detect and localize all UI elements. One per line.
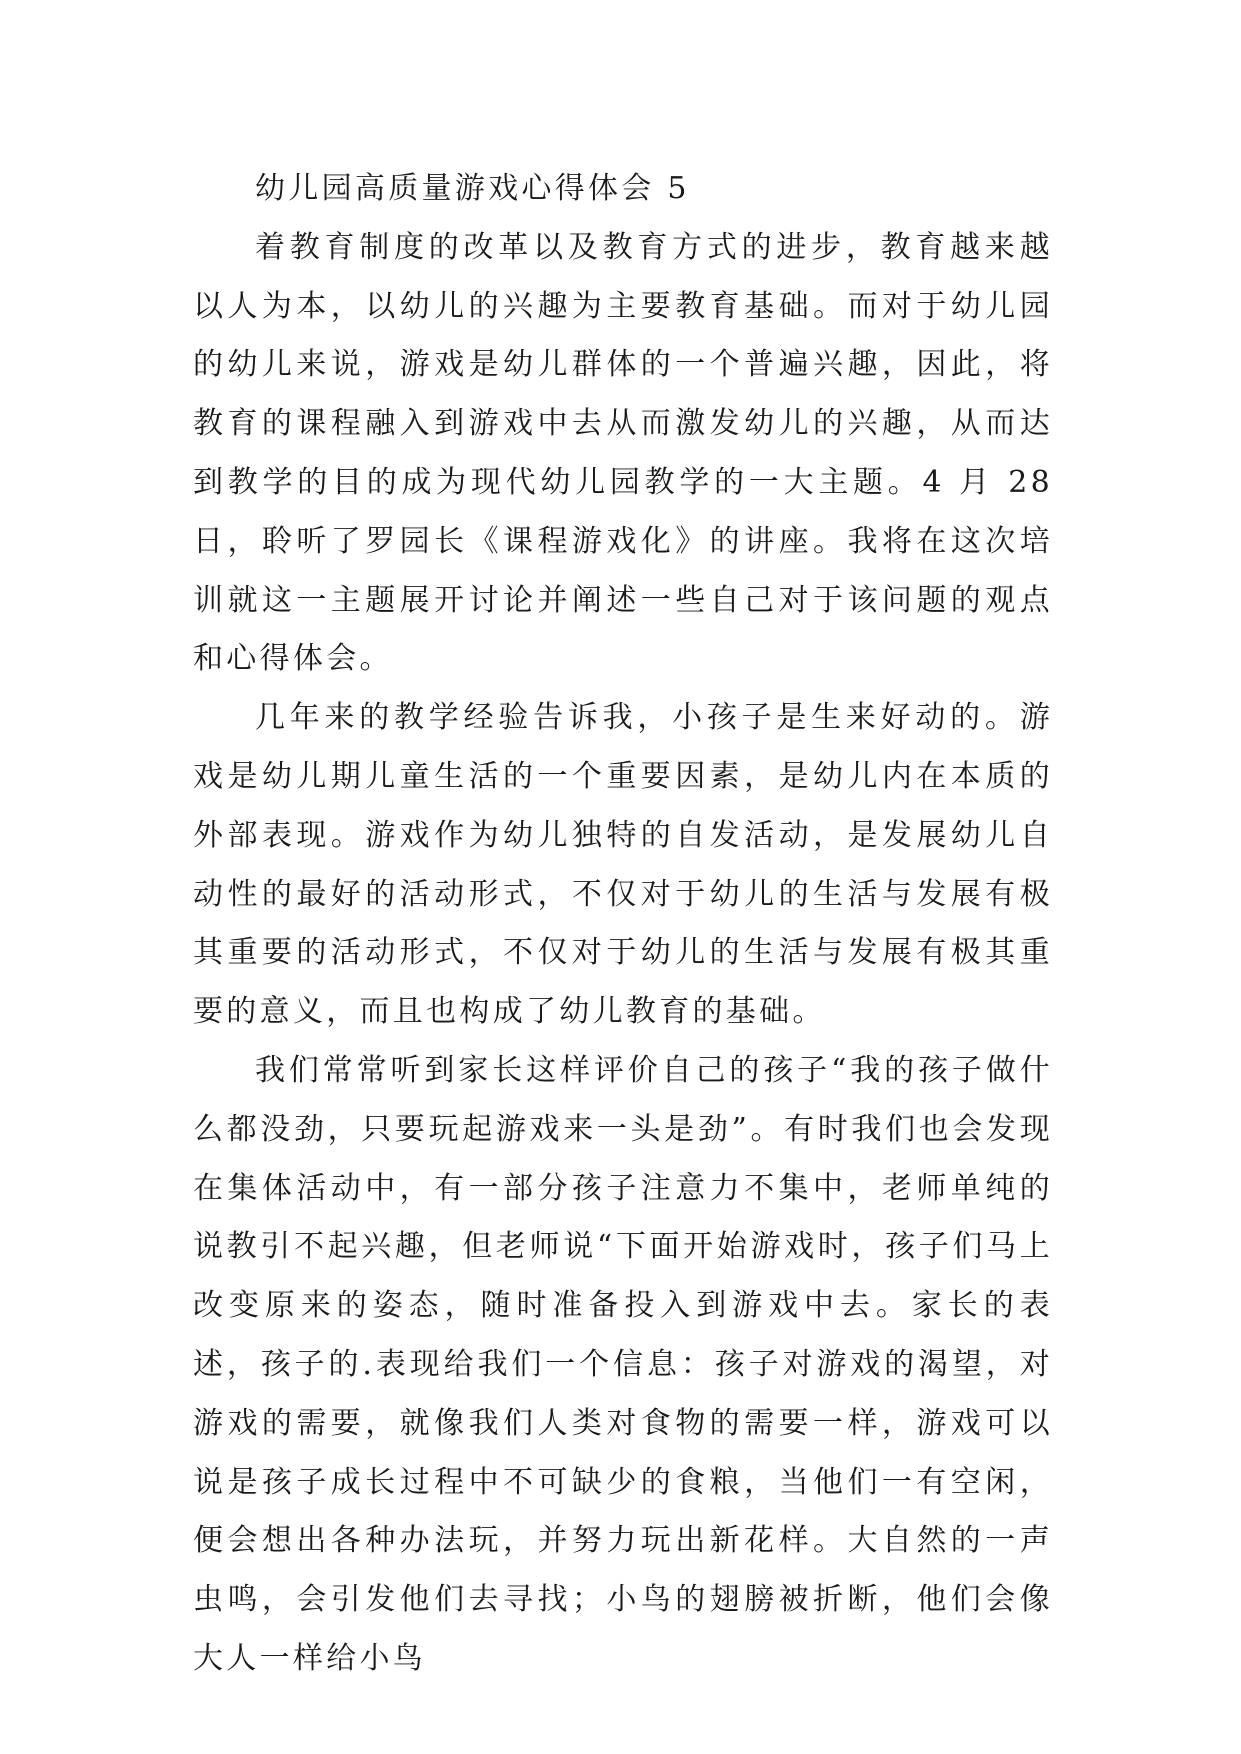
document-title: 幼儿园高质量游戏心得体会 5	[255, 171, 690, 206]
paragraph-3: 我们常常听到家长这样评价自己的孩子“我的孩子做什么都没劲，只要玩起游戏来一头是劲”。有时我们也会发现在集体活动中，有一部分孩子注意力不集中，老师单纯的说教引不起兴趣，但老师说“下面开始游戏时，孩子们马上改变原来的姿态，随时准备投入到游戏中去。家长的表述，孩子的.表现给我们一个信息：孩子对游戏的渴望，对游戏的需要，就像我们人类对食物的需要一样，游戏可以说是孩子成长过程中不可缺少的食粮，当他们一有空闲，便会想出各种办法玩，并努力玩出新花样。大自然的一声虫鸣，会引发他们去寻找；小鸟的翅膀被折断，他们会像大人一样给小鸟	[193, 1052, 1053, 1676]
document-body	[193, 160, 1053, 1689]
paragraph-2: 几年来的教学经验告诉我，小孩子是生来好动的。游戏是幼儿期儿童生活的一个重要因素，是幼儿内在本质的外部表现。游戏作为幼儿独特的自发活动，是发展幼儿自动性的最好的活动形式，不仅对于幼儿的生活与发展有极其重要的活动形式，不仅对于幼儿的生活与发展有极其重要的意义，而且也构成了幼儿教育的基础。	[193, 700, 1053, 1030]
paragraph-1: 着教育制度的改革以及教育方式的进步，教育越来越以人为本，以幼儿的兴趣为主要教育基础。而对于幼儿园的幼儿来说，游戏是幼儿群体的一个普遍兴趣，因此，将教育的课程融入到游戏中去从而激发幼儿的兴趣，从而达到教学的目的成为现代幼儿园教学的一大主题。4 月 28 日，聆听了罗园长《课程游戏化》的讲座。我将在这次培训就这一主题展开讨论并阐述一些自己对于该问题的观点和心得体会。	[193, 229, 1053, 677]
